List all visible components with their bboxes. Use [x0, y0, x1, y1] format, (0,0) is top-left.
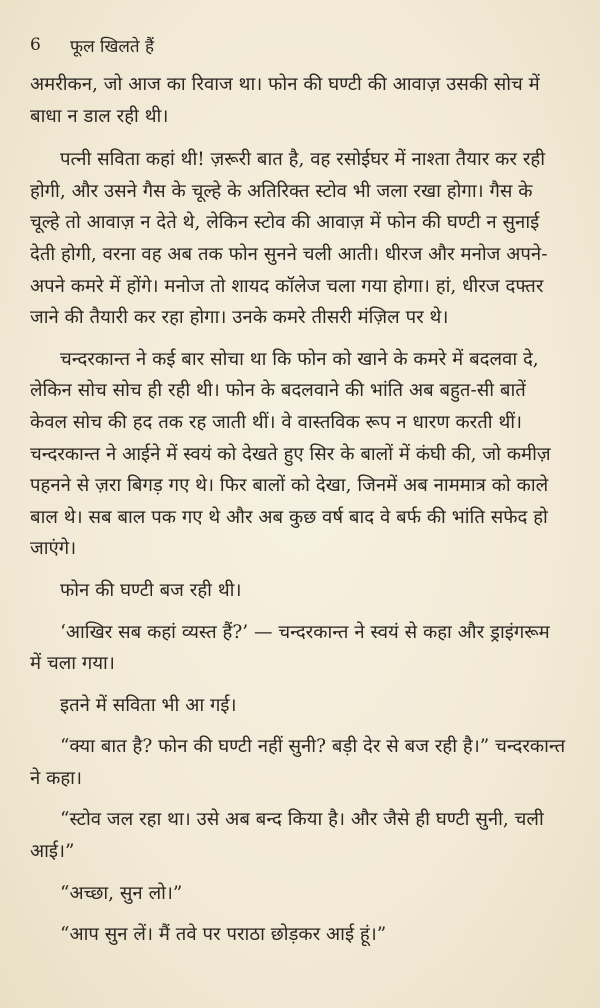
- page-header: [30, 30, 570, 60]
- paragraph: ‘आखिर सब कहां व्यस्त हैं?’ — चन्दरकान्त ने स्वयं से कहा और ड्राइंगरूम में चला गया।: [30, 621, 550, 675]
- paragraph: “क्या बात है? फोन की घण्टी नहीं सुनी? बड़ी देर से बज रही है।” चन्दरकान्त ने कहा।: [30, 736, 566, 789]
- paragraph: “आप सुन लें। मैं तवे पर पराठा छोड़कर आई हूं।”: [60, 924, 387, 946]
- paragraph: अमरीकन, जो आज का रिवाज था। फोन की घण्टी की आवाज़ उसकी सोच में बाधा न डाल रही थी।: [30, 74, 540, 127]
- paragraph: चन्दरकान्त ने कई बार सोचा था कि फोन को खाने के कमरे में बदलवा दे, लेकिन सोच सोच ही रही थी। फोन के बदलवाने की भांति अब बहुत-सी बातें केवल सोच की हद तक रह जाती थीं। वे वास्तविक रूप न धारण करती थीं। चन्दरकान्त ने आईने में स्वयं को देखते हुए सिर के बालों में कंघी की, जो कमीज़ पहनने से ज़रा बिगड़ गए थे। फिर बालों को देखा, जिनमें अब नाममात्र को काले बाल थे। सब बाल पक गए थे और अब कुछ वर्ष बाद वे बर्फ की भांति सफेद हो जाएंगे।: [30, 348, 551, 560]
- paragraph: फोन की घण्टी बज रही थी।: [60, 579, 242, 601]
- body-text: [30, 69, 566, 961]
- page-number: 6: [30, 35, 41, 55]
- paragraph: इतने में सविता भी आ गई।: [60, 694, 237, 716]
- paragraph: “स्टोव जल रहा था। उसे अब बन्द किया है। और जैसे ही घण्टी सुनी, चली आई।”: [30, 809, 544, 863]
- paragraph: “अच्छा, सुन लो।”: [60, 882, 183, 904]
- running-title: फूल खिलते हैं: [70, 36, 154, 57]
- paragraph: पत्नी सविता कहां थी! ज़रूरी बात है, वह रसोईघर में नाश्ता तैयार कर रही होगी, और उसने गैस के चूल्हे के अतिरिक्त स्टोव भी जला रखा होगा। गैस के चूल्हे तो आवाज़ न देते थे, लेकिन स्टोव की आवाज़ में फोन की घण्टी न सुनाई देती होगी, वरना वह अब तक फोन सुनने चली आती। धीरज और मनोज अपने-अपने कमरे में होंगे। मनोज तो शायद कॉलेज चला गया होगा। हां, धीरज दफ्तर जाने की तैयारी कर रहा होगा। उनके कमरे तीसरी मंज़िल पर थे।: [30, 149, 548, 329]
